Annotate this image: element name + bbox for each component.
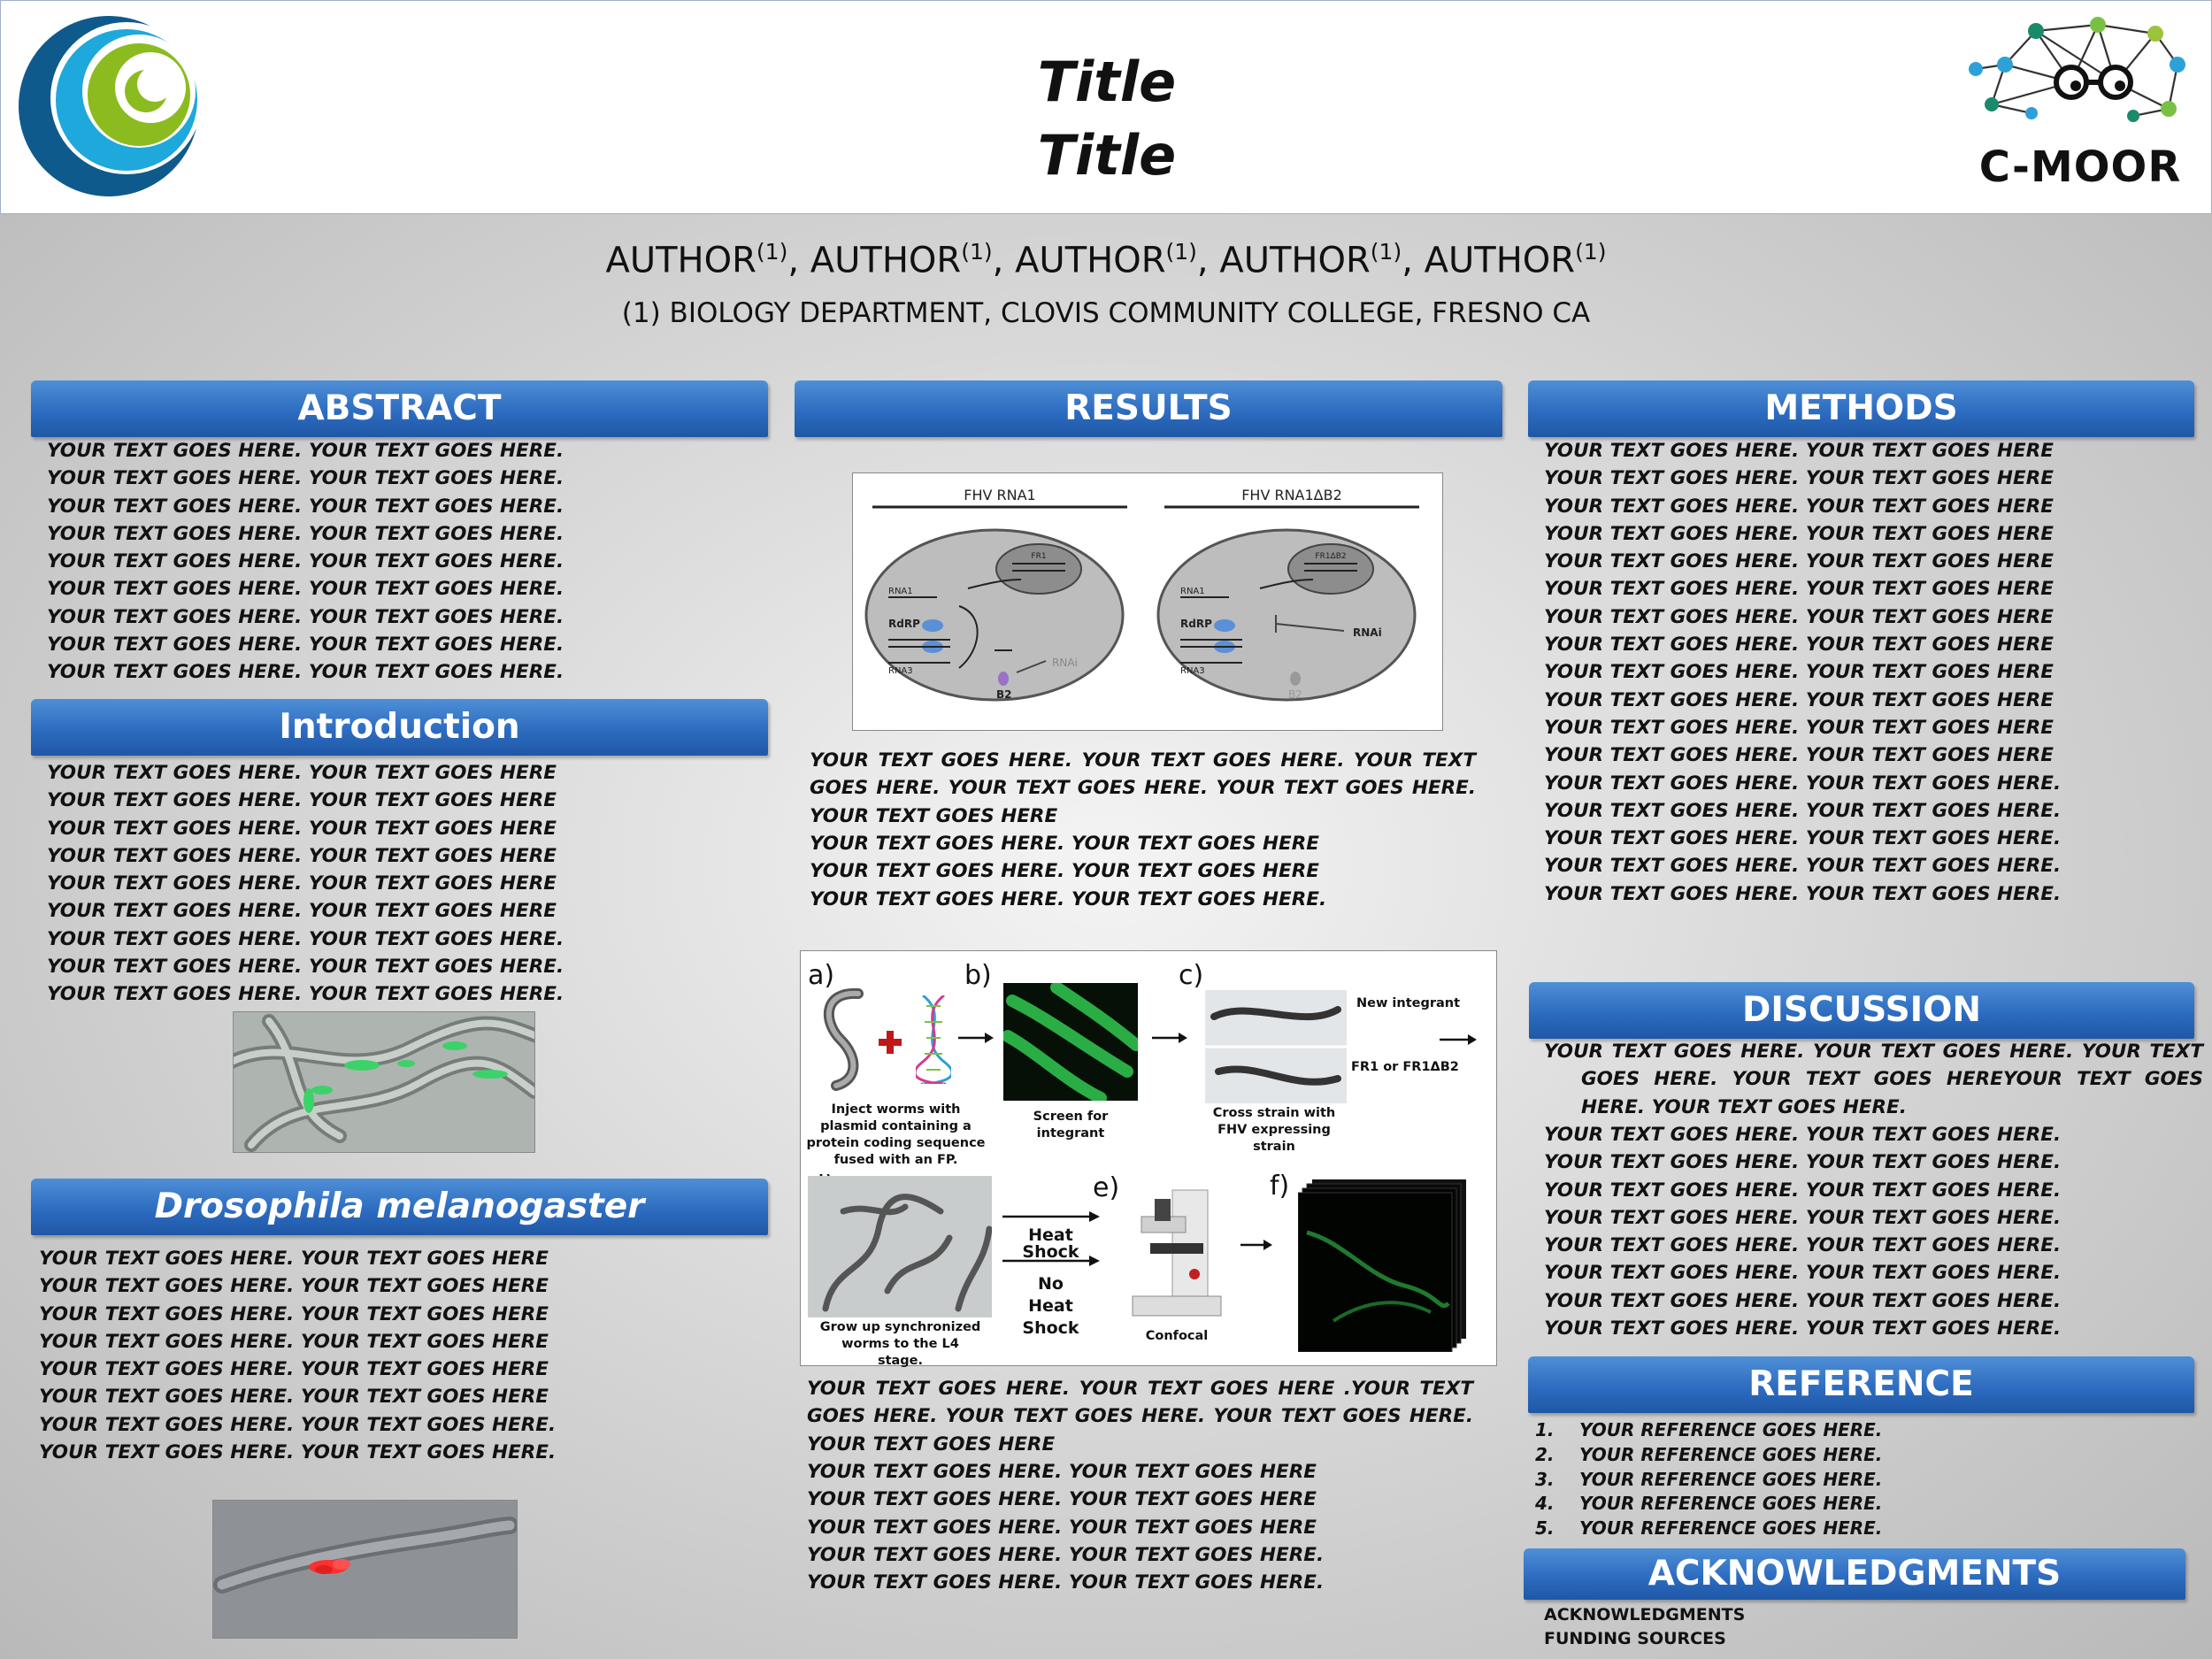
discussion-paragraph: YOUR TEXT GOES HERE. YOUR TEXT GOES HERE. YOUR TEXT GOES HERE. YOUR TEXT GOES HEREYOUR TEXT GOES HERE. YOUR TEXT GOES HERE.: [1544, 1041, 2203, 1118]
text-line: YOUR TEXT GOES HERE. YOUR TEXT GOES HERE: [1544, 634, 2054, 657]
text-line: YOUR TEXT GOES HERE. YOUR TEXT GOES HERE: [39, 1330, 549, 1353]
confocal-stack-image: [1298, 1179, 1466, 1352]
caption-inject-worms: Inject worms with plasmid containing a protein coding sequence fused with an FP.: [806, 1102, 986, 1167]
text-line: YOUR TEXT GOES HERE. YOUR TEXT GOES HERE: [1544, 605, 2054, 628]
text-line: YOUR TEXT GOES HERE. YOUR TEXT GOES HERE.: [47, 661, 565, 684]
diagram-fr1-label: FR1: [1031, 552, 1047, 561]
text-line: YOUR TEXT GOES HERE. YOUR TEXT GOES HERE: [1544, 688, 2054, 711]
text-line: YOUR TEXT GOES HERE. YOUR TEXT GOES HERE.: [47, 440, 565, 462]
acknowledgments-heading: ACKNOWLEDGMENTS: [1524, 1548, 2185, 1600]
text-line: YOUR TEXT GOES HERE. YOUR TEXT GOES HERE.: [47, 578, 565, 601]
diagram-fr1db2-label: FR1ΔB2: [1315, 552, 1347, 561]
poster-title-line1: Title: [1037, 50, 1177, 114]
diagram-rna1-label: RNA1: [888, 587, 913, 596]
reference-heading: REFERENCE: [1528, 1356, 2194, 1413]
text-line: YOUR TEXT GOES HERE. YOUR TEXT GOES HERE.: [47, 927, 565, 950]
text-line: YOUR TEXT GOES HERE. YOUR TEXT GOES HERE: [1544, 495, 2054, 518]
text-line: YOUR TEXT GOES HERE. YOUR TEXT GOES HERE: [1544, 550, 2054, 573]
discussion-text: [1544, 1121, 2061, 1342]
text-line: YOUR TEXT GOES HERE. YOUR TEXT GOES HERE: [1544, 522, 2054, 545]
reference-text: YOUR REFERENCE GOES HERE.: [1579, 1468, 1883, 1490]
reference-number: 1.: [1535, 1419, 1555, 1440]
text-line: YOUR TEXT GOES HERE. YOUR TEXT GOES HERE.: [47, 634, 565, 657]
reference-list: [1526, 1418, 1882, 1541]
diagram-left-title: FHV RNA1: [964, 487, 1036, 503]
text-line: YOUR TEXT GOES HERE. YOUR TEXT GOES HERE: [47, 817, 557, 840]
text-line: YOUR TEXT GOES HERE. YOUR TEXT GOES HERE.: [807, 1543, 1325, 1566]
results-paragraph-2: YOUR TEXT GOES HERE. YOUR TEXT GOES HERE .YOUR TEXT GOES HERE. YOUR TEXT GOES HERE. YOUR TEXT GOES HERE. YOUR TEXT GOES HERE: [807, 1378, 1473, 1455]
text-line: YOUR TEXT GOES HERE. YOUR TEXT GOES HERE: [807, 1461, 1317, 1483]
text-line: YOUR TEXT GOES HERE. YOUR TEXT GOES HERE.: [1544, 1234, 2062, 1257]
affiliation: (1) BIOLOGY DEPARTMENT, CLOVIS COMMUNITY COLLEGE, FRESNO CA: [621, 297, 1591, 329]
arrow-right-icon: [1440, 1031, 1477, 1048]
text-line: YOUR TEXT GOES HERE. YOUR TEXT GOES HERE: [810, 833, 1319, 855]
reference-item: [1526, 1468, 1882, 1493]
results-text-2: [807, 1458, 1324, 1596]
fhv-replication-diagram: [852, 472, 1443, 731]
drosophila-heading: Drosophila melanogaster: [31, 1179, 768, 1235]
text-line: YOUR TEXT GOES HERE. YOUR TEXT GOES HERE: [810, 860, 1319, 883]
author-name: AUTHOR: [810, 240, 962, 281]
diagram-right-title: FHV RNA1ΔB2: [1241, 487, 1342, 503]
panel-label-f: f): [1270, 1171, 1290, 1202]
diagram-rna3-label: RNA3: [1180, 666, 1205, 676]
abstract-heading: ABSTRACT: [31, 380, 768, 437]
text-line: YOUR TEXT GOES HERE. YOUR TEXT GOES HERE.: [1544, 1179, 2062, 1202]
text-line: YOUR TEXT GOES HERE. YOUR TEXT GOES HERE.: [810, 887, 1327, 910]
synchronized-worms-image: [808, 1176, 992, 1317]
reference-item: [1526, 1517, 1882, 1541]
text-line: YOUR TEXT GOES HERE. YOUR TEXT GOES HERE: [1544, 744, 2054, 767]
reference-number: 3.: [1535, 1468, 1555, 1490]
author-affiliation-mark: (1): [1165, 239, 1197, 265]
diagram-rdrp-label: RdRP: [888, 618, 920, 630]
diagram-rnai-label: RNAi: [1052, 657, 1078, 669]
panel-label-c: c): [1179, 960, 1204, 991]
abstract-text: [47, 437, 564, 687]
text-line: YOUR TEXT GOES HERE. YOUR TEXT GOES HERE: [39, 1248, 549, 1270]
arrow-right-icon: [958, 1029, 994, 1047]
text-line: YOUR TEXT GOES HERE. YOUR TEXT GOES HERE: [39, 1275, 549, 1298]
text-line: YOUR TEXT GOES HERE. YOUR TEXT GOES HERE.: [47, 495, 565, 518]
results-text-1: [810, 830, 1326, 913]
introduction-text: [47, 759, 564, 1009]
heat-shock-label-2: Heat Shock: [1022, 1296, 1079, 1338]
discussion-heading: DISCUSSION: [1529, 982, 2194, 1039]
text-line: YOUR TEXT GOES HERE. YOUR TEXT GOES HERE: [47, 900, 557, 923]
diagram-rna1-label: RNA1: [1180, 587, 1205, 596]
text-line: YOUR TEXT GOES HERE. YOUR TEXT GOES HERE: [47, 762, 557, 784]
author-list: AUTHOR$^{(1)}$, AUTHOR$^{(1)}$, AUTHOR$^{(1)}$, AUTHOR$^{(1)}$, AUTHOR$^{(1)}$: [605, 239, 1607, 281]
text-line: YOUR TEXT GOES HERE. YOUR TEXT GOES HERE: [39, 1302, 549, 1325]
text-line: YOUR TEXT GOES HERE. YOUR TEXT GOES HERE.: [47, 522, 565, 545]
text-line: YOUR TEXT GOES HERE. YOUR TEXT GOES HERE.: [47, 605, 565, 628]
reference-item: [1526, 1418, 1882, 1443]
text-line: YOUR TEXT GOES HERE. YOUR TEXT GOES HERE.: [1544, 1289, 2062, 1312]
text-line: YOUR TEXT GOES HERE. YOUR TEXT GOES HERE: [1544, 578, 2054, 601]
text-line: YOUR TEXT GOES HERE. YOUR TEXT GOES HERE.: [47, 550, 565, 573]
acknowledgments-text: [1544, 1603, 1745, 1651]
diagram-rnai-label: RNAi: [1353, 626, 1382, 639]
arrow-right-icon: [1152, 1029, 1187, 1047]
poster-header: [0, 0, 2212, 214]
text-line: YOUR TEXT GOES HERE. YOUR TEXT GOES HERE.: [1544, 827, 2062, 850]
panel-label-b: b): [964, 960, 992, 991]
text-line: FUNDING SOURCES: [1544, 1629, 1726, 1648]
methods-text: [1544, 437, 2061, 908]
text-line: YOUR TEXT GOES HERE. YOUR TEXT GOES HERE.: [39, 1441, 557, 1464]
worm-illustration: [818, 987, 872, 1093]
text-line: YOUR TEXT GOES HERE. YOUR TEXT GOES HERE.: [39, 1413, 557, 1436]
c-moor-logo-text: C-MOOR: [1978, 142, 2182, 192]
panel-label-e: e): [1093, 1172, 1120, 1203]
text-line: YOUR TEXT GOES HERE. YOUR TEXT GOES HERE: [1544, 661, 2054, 684]
text-line: YOUR TEXT GOES HERE. YOUR TEXT GOES HERE.: [1544, 1206, 2062, 1229]
c-moor-network-logo: [1965, 12, 2195, 162]
new-integrant-label: New integrant: [1356, 996, 1461, 1010]
caption-screen-integrant: Screen for integrant: [1033, 1110, 1109, 1141]
reference-number: 5.: [1535, 1517, 1555, 1540]
text-line: YOUR TEXT GOES HERE. YOUR TEXT GOES HERE: [1544, 716, 2054, 739]
reference-number: 2.: [1535, 1443, 1555, 1465]
text-line: YOUR TEXT GOES HERE. YOUR TEXT GOES HERE.: [47, 983, 565, 1006]
text-line: YOUR TEXT GOES HERE. YOUR TEXT GOES HERE: [47, 872, 557, 895]
results-heading: RESULTS: [795, 380, 1502, 437]
worm-gfp-micrograph: [233, 1011, 535, 1153]
worm-rfp-micrograph: [212, 1500, 518, 1639]
text-line: YOUR TEXT GOES HERE. YOUR TEXT GOES HERE: [39, 1386, 549, 1409]
arrow-right-icon: [1240, 1236, 1272, 1254]
dna-icon: [916, 995, 951, 1084]
results-paragraph-1: YOUR TEXT GOES HERE. YOUR TEXT GOES HERE. YOUR TEXT GOES HERE. YOUR TEXT GOES HERE. YOUR TEXT GOES HERE. YOUR TEXT GOES HERE: [810, 749, 1476, 827]
reference-text: YOUR REFERENCE GOES HERE.: [1579, 1517, 1883, 1540]
author-name: AUTHOR: [1424, 240, 1576, 281]
text-line: YOUR TEXT GOES HERE. YOUR TEXT GOES HERE.: [1544, 799, 2062, 822]
author-name: AUTHOR: [605, 240, 757, 281]
text-line: YOUR TEXT GOES HERE. YOUR TEXT GOES HERE: [47, 844, 557, 867]
author-name: AUTHOR: [1015, 240, 1166, 281]
arrow-right-icon: [1002, 1208, 1100, 1225]
author-name: AUTHOR: [1219, 240, 1371, 281]
experiment-workflow-figure: [800, 950, 1497, 1366]
author-affiliation-mark: (1): [961, 239, 993, 265]
text-line: YOUR TEXT GOES HERE. YOUR TEXT GOES HERE.: [1544, 882, 2062, 905]
text-line: YOUR TEXT GOES HERE. YOUR TEXT GOES HERE.: [1544, 772, 2062, 795]
reference-number: 4.: [1535, 1493, 1555, 1515]
no-label: No: [1038, 1274, 1064, 1294]
heat-shock-label: Heat Shock: [1022, 1225, 1079, 1262]
diagram-b2-label: B2: [1288, 688, 1302, 701]
plus-icon: [879, 1031, 902, 1054]
text-line: ACKNOWLEDGMENTS: [1544, 1605, 1746, 1624]
text-line: YOUR TEXT GOES HERE. YOUR TEXT GOES HERE.: [807, 1571, 1325, 1594]
no-heat-shock-label: [1000, 1273, 1102, 1340]
text-line: YOUR TEXT GOES HERE. YOUR TEXT GOES HERE.: [1544, 1151, 2062, 1174]
reference-text: YOUR REFERENCE GOES HERE.: [1579, 1419, 1883, 1440]
author-affiliation-mark: (1): [1370, 239, 1402, 265]
diagram-b2-label: B2: [996, 688, 1012, 701]
drosophila-text: [39, 1245, 556, 1466]
text-line: YOUR TEXT GOES HERE. YOUR TEXT GOES HERE: [47, 789, 557, 812]
gfp-worm-screen-image: [1003, 983, 1138, 1101]
caption-cross-strain: Cross strain with FHV expressing strain: [1212, 1106, 1336, 1154]
text-line: YOUR TEXT GOES HERE. YOUR TEXT GOES HERE.: [1544, 855, 2062, 878]
reference-item: [1526, 1492, 1882, 1517]
diagram-rna3-label: RNA3: [888, 666, 913, 676]
text-line: YOUR TEXT GOES HERE. YOUR TEXT GOES HERE: [1544, 467, 2054, 490]
caption-confocal: Confocal: [1145, 1329, 1209, 1343]
fr1-strain-label: FR1 or FR1ΔB2: [1351, 1060, 1459, 1074]
reference-text: YOUR REFERENCE GOES HERE.: [1579, 1443, 1883, 1465]
introduction-heading: Introduction: [31, 699, 768, 756]
text-line: YOUR TEXT GOES HERE. YOUR TEXT GOES HERE.: [1544, 1124, 2062, 1146]
text-line: YOUR TEXT GOES HERE. YOUR TEXT GOES HERE: [1544, 440, 2054, 462]
text-line: YOUR TEXT GOES HERE. YOUR TEXT GOES HERE: [39, 1358, 549, 1381]
text-line: YOUR TEXT GOES HERE. YOUR TEXT GOES HERE: [807, 1516, 1317, 1539]
arrow-right-icon: [1002, 1252, 1100, 1270]
poster-title-line2: Title: [1037, 123, 1177, 188]
author-affiliation-mark: (1): [756, 239, 788, 265]
text-line: YOUR TEXT GOES HERE. YOUR TEXT GOES HERE: [807, 1488, 1317, 1511]
text-line: YOUR TEXT GOES HERE. YOUR TEXT GOES HERE.: [1544, 1317, 2062, 1340]
panel-label-a: a): [808, 960, 835, 991]
text-line: YOUR TEXT GOES HERE. YOUR TEXT GOES HERE.: [47, 467, 565, 490]
reference-text: YOUR REFERENCE GOES HERE.: [1579, 1493, 1883, 1515]
diagram-rdrp-label: RdRP: [1180, 618, 1212, 630]
cross-strain-worms-image: [1205, 990, 1347, 1103]
text-line: YOUR TEXT GOES HERE. YOUR TEXT GOES HERE.: [47, 956, 565, 979]
author-affiliation-mark: (1): [1575, 239, 1607, 265]
reference-item: [1526, 1443, 1882, 1468]
confocal-microscope-image: [1124, 1181, 1228, 1323]
methods-heading: METHODS: [1528, 380, 2194, 437]
text-line: YOUR TEXT GOES HERE. YOUR TEXT GOES HERE.: [1544, 1262, 2062, 1285]
caption-grow-worms: Grow up synchronized worms to the L4 stage.: [819, 1320, 981, 1368]
